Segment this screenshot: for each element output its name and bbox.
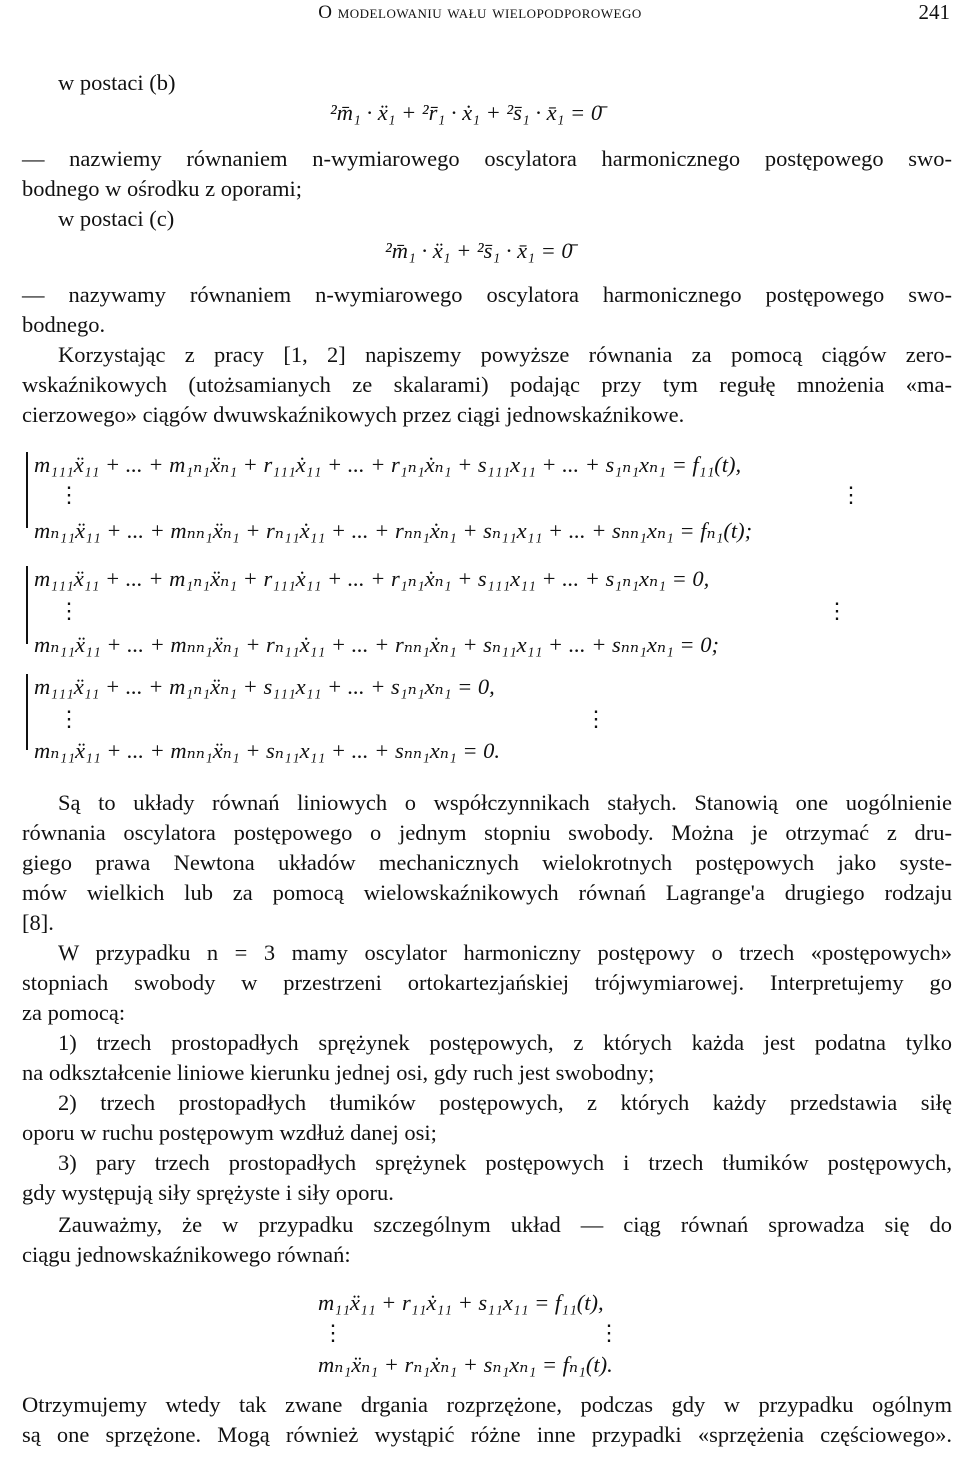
text-line: wskaźnikowych (utożsamianych ze skalarami) podając przy tym regułę mnożenia «ma- (22, 372, 952, 397)
text-line: Otrzymujemy wtedy tak zwane drgania rozprzężone, podczas gdy w przypadku ogólnym (22, 1392, 952, 1417)
equation-b: ²m̄₁ · ẍ₁ + ²r̄₁ · ẋ₁ + ²s̄₁ · x̄₁ = 0̄ (330, 100, 603, 125)
text-line: Zauważmy, że w przypadku szczególnym układ — ciąg równań sprowadza się do (58, 1212, 952, 1237)
text-line: na odkształcenie liniowe kierunku jednej osi, gdy ruch jest swobodny; (22, 1060, 655, 1085)
text-line: równania oscylatora postępowego o jednym stopniu swobody. Można je otrzymać z dru- (22, 820, 952, 845)
equation-row: m₁₁ẍ₁₁ + r₁₁ẋ₁₁ + s₁₁x₁₁ = f₁₁(t), (318, 1290, 604, 1315)
vertical-ellipsis: ⋮ (585, 706, 607, 731)
vertical-ellipsis: ⋮ (598, 1320, 620, 1345)
text-line: za pomocą: (22, 1000, 126, 1025)
page-number: 241 (918, 0, 950, 24)
equation-row: mₙ₁₁ẍ₁₁ + ... + mₙₙ₁ẍₙ₁ + sₙ₁₁x₁₁ + ... + sₙₙ₁xₙ₁ = 0. (34, 738, 500, 763)
vertical-ellipsis: ⋮ (58, 482, 80, 507)
text-line: giego prawa Newtona układów mechanicznych wielokrotnych postępowych jako syste- (22, 850, 952, 875)
text-line: w postaci (b) (58, 70, 176, 95)
text-line: gdy występują siły sprężyste i siły oporu. (22, 1180, 394, 1205)
equation-row: mₙ₁ẍₙ₁ + rₙ₁ẋₙ₁ + sₙ₁xₙ₁ = fₙ₁(t). (318, 1352, 613, 1377)
equation-row: m₁₁₁ẍ₁₁ + ... + m₁ₙ₁ẍₙ₁ + s₁₁₁x₁₁ + ... + s₁ₙ₁xₙ₁ = 0, (34, 674, 495, 699)
vertical-ellipsis: ⋮ (826, 598, 848, 623)
text-line: są one sprzężone. Mogą również wystąpić różne inne przypadki «sprzężenia częściowego». (22, 1422, 952, 1447)
text-line: mów wielkich lub za pomocą wielowskaźnikowych równań Lagrange'a drugiego rodzaju (22, 880, 952, 905)
text-line: bodnego w ośrodku z oporami; (22, 176, 302, 201)
running-title: O modelowaniu wału wielopodporowego (318, 2, 642, 23)
vertical-ellipsis: ⋮ (840, 482, 862, 507)
text-line: 1) trzech prostopadłych sprężynek postępowych, z których każda jest podatna tylko (58, 1030, 952, 1055)
left-brace (26, 452, 28, 528)
text-line: — nazwiemy równaniem n-wymiarowego oscylatora harmonicznego postępowego swo- (22, 146, 952, 171)
text-line: 3) pary trzech prostopadłych sprężynek postępowych i trzech tłumików postępowych, (58, 1150, 952, 1175)
equation-c: ²m̄₁ · ẍ₁ + ²s̄₁ · x̄₁ = 0̄ (385, 238, 573, 263)
text-line: w postaci (c) (58, 206, 175, 231)
text-line: 2) trzech prostopadłych tłumików postępowych, z których każdy przedstawia siłę (58, 1090, 952, 1115)
equation-row: mₙ₁₁ẍ₁₁ + ... + mₙₙ₁ẍₙ₁ + rₙ₁₁ẋ₁₁ + ... + rₙₙ₁ẋₙ₁ + sₙ₁₁x₁₁ + ... + sₙₙ₁xₙ₁ = 0; (34, 632, 719, 657)
equation-row: m₁₁₁ẍ₁₁ + ... + m₁ₙ₁ẍₙ₁ + r₁₁₁ẋ₁₁ + ... + r₁ₙ₁ẋₙ₁ + s₁₁₁x₁₁ + ... + s₁ₙ₁xₙ₁ = 0, (34, 566, 710, 591)
text-line: W przypadku n = 3 mamy oscylator harmoniczny postępowy o trzech «postępowych» (58, 940, 952, 965)
text-line: stopniach swobody w przestrzeni ortokartezjańskiej trójwymiarowej. Interpretujemy go (22, 970, 952, 995)
text-line: ciągu jednowskaźnikowego równań: (22, 1242, 351, 1267)
text-line: Są to układy równań liniowych o współczynnikach stałych. Stanowią one uogólnienie (58, 790, 952, 815)
text-line: — nazywamy równaniem n-wymiarowego oscylatora harmonicznego postępowego swo- (22, 282, 952, 307)
text-line: cierzowego» ciągów dwuwskaźnikowych przez ciągi jednowskaźnikowe. (22, 402, 685, 427)
left-brace (26, 674, 28, 750)
vertical-ellipsis: ⋮ (322, 1320, 344, 1345)
text-line: [8]. (22, 910, 54, 935)
vertical-ellipsis: ⋮ (58, 598, 80, 623)
equation-row: mₙ₁₁ẍ₁₁ + ... + mₙₙ₁ẍₙ₁ + rₙ₁₁ẋ₁₁ + ... + rₙₙ₁ẋₙ₁ + sₙ₁₁x₁₁ + ... + sₙₙ₁xₙ₁ = fₙ₁(t); (34, 518, 753, 543)
text-line: bodnego. (22, 312, 106, 337)
text-line: Korzystając z pracy [1, 2] napiszemy powyższe równania za pomocą ciągów zero- (58, 342, 952, 367)
text-line: oporu w ruchu postępowym wzdłuż danej osi; (22, 1120, 437, 1145)
equation-row: m₁₁₁ẍ₁₁ + ... + m₁ₙ₁ẍₙ₁ + r₁₁₁ẋ₁₁ + ... + r₁ₙ₁ẋₙ₁ + s₁₁₁x₁₁ + ... + s₁ₙ₁xₙ₁ = f₁₁(t), (34, 452, 742, 477)
left-brace (26, 566, 28, 644)
vertical-ellipsis: ⋮ (58, 706, 80, 731)
